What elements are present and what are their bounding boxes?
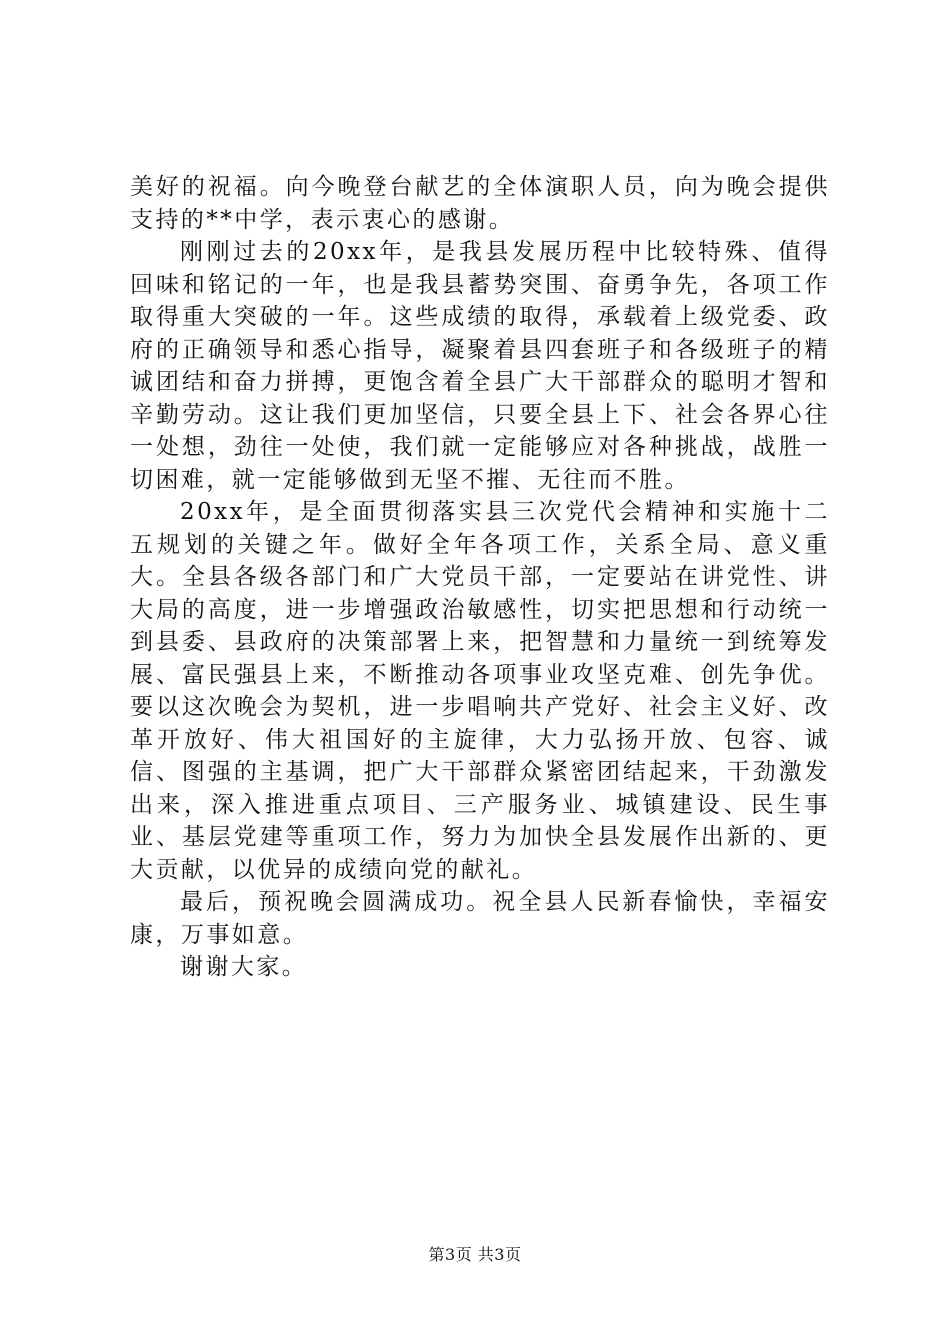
page-number-footer: 第3页 共3页 — [428, 1245, 522, 1264]
paragraph-thanks: 谢谢大家。 — [180, 954, 308, 980]
paragraph-closing-wishes: 最后，预祝晚会圆满成功。祝全县人民新春愉快，幸福安康，万事如意。 — [130, 889, 830, 948]
paragraph-key-year: 20xx年，是全面贯彻落实县三次党代会精神和实施十二五规划的关键之年。做好全年各项工作，关系全局、意义重大。全县各级各部门和广大党员干部，一定要站在讲党性、讲大局的高度，进一步增强政治敏感性，切实把思想和行动统一到县委、县政府的决策部署上来，把智慧和力量统一到统筹发展、富民强县上来，不断推动各项事业攻坚克难、创先争优。要以这次晚会为契机，进一步唱响共产党好、社会主义好、改革开放好、伟大祖国好的主旋律，大力弘扬开放、包容、诚信、图强的主基调，把广大干部群众紧密团结起来，干劲激发出来，深入推进重点项目、三产服务业、城镇建设、民生事业、基层党建等重项工作，努力为加快全县发展作出新的、更大贡献，以优异的成绩向党的献礼。 — [130, 499, 830, 883]
paragraph-continuation: 美好的祝福。向今晚登台献艺的全体演职人员，向为晚会提供支持的**中学，表示衷心的感谢。 — [130, 174, 830, 233]
paragraph-past-year: 刚刚过去的20xx年，是我县发展历程中比较特殊、值得回味和铭记的一年，也是我县蓄势突围、奋勇争先，各项工作取得重大突破的一年。这些成绩的取得，承载着上级党委、政府的正确领导和悉心指导，凝聚着县四套班子和各级班子的精诚团结和奋力拼搏，更饱含着全县广大干部群众的聪明才智和辛勤劳动。这让我们更加坚信，只要全县上下、社会各界心往一处想，劲往一处使，我们就一定能够应对各种挑战，战胜一切困难，就一定能够做到无坚不摧、无往而不胜。 — [130, 239, 830, 493]
document-body — [130, 171, 830, 984]
